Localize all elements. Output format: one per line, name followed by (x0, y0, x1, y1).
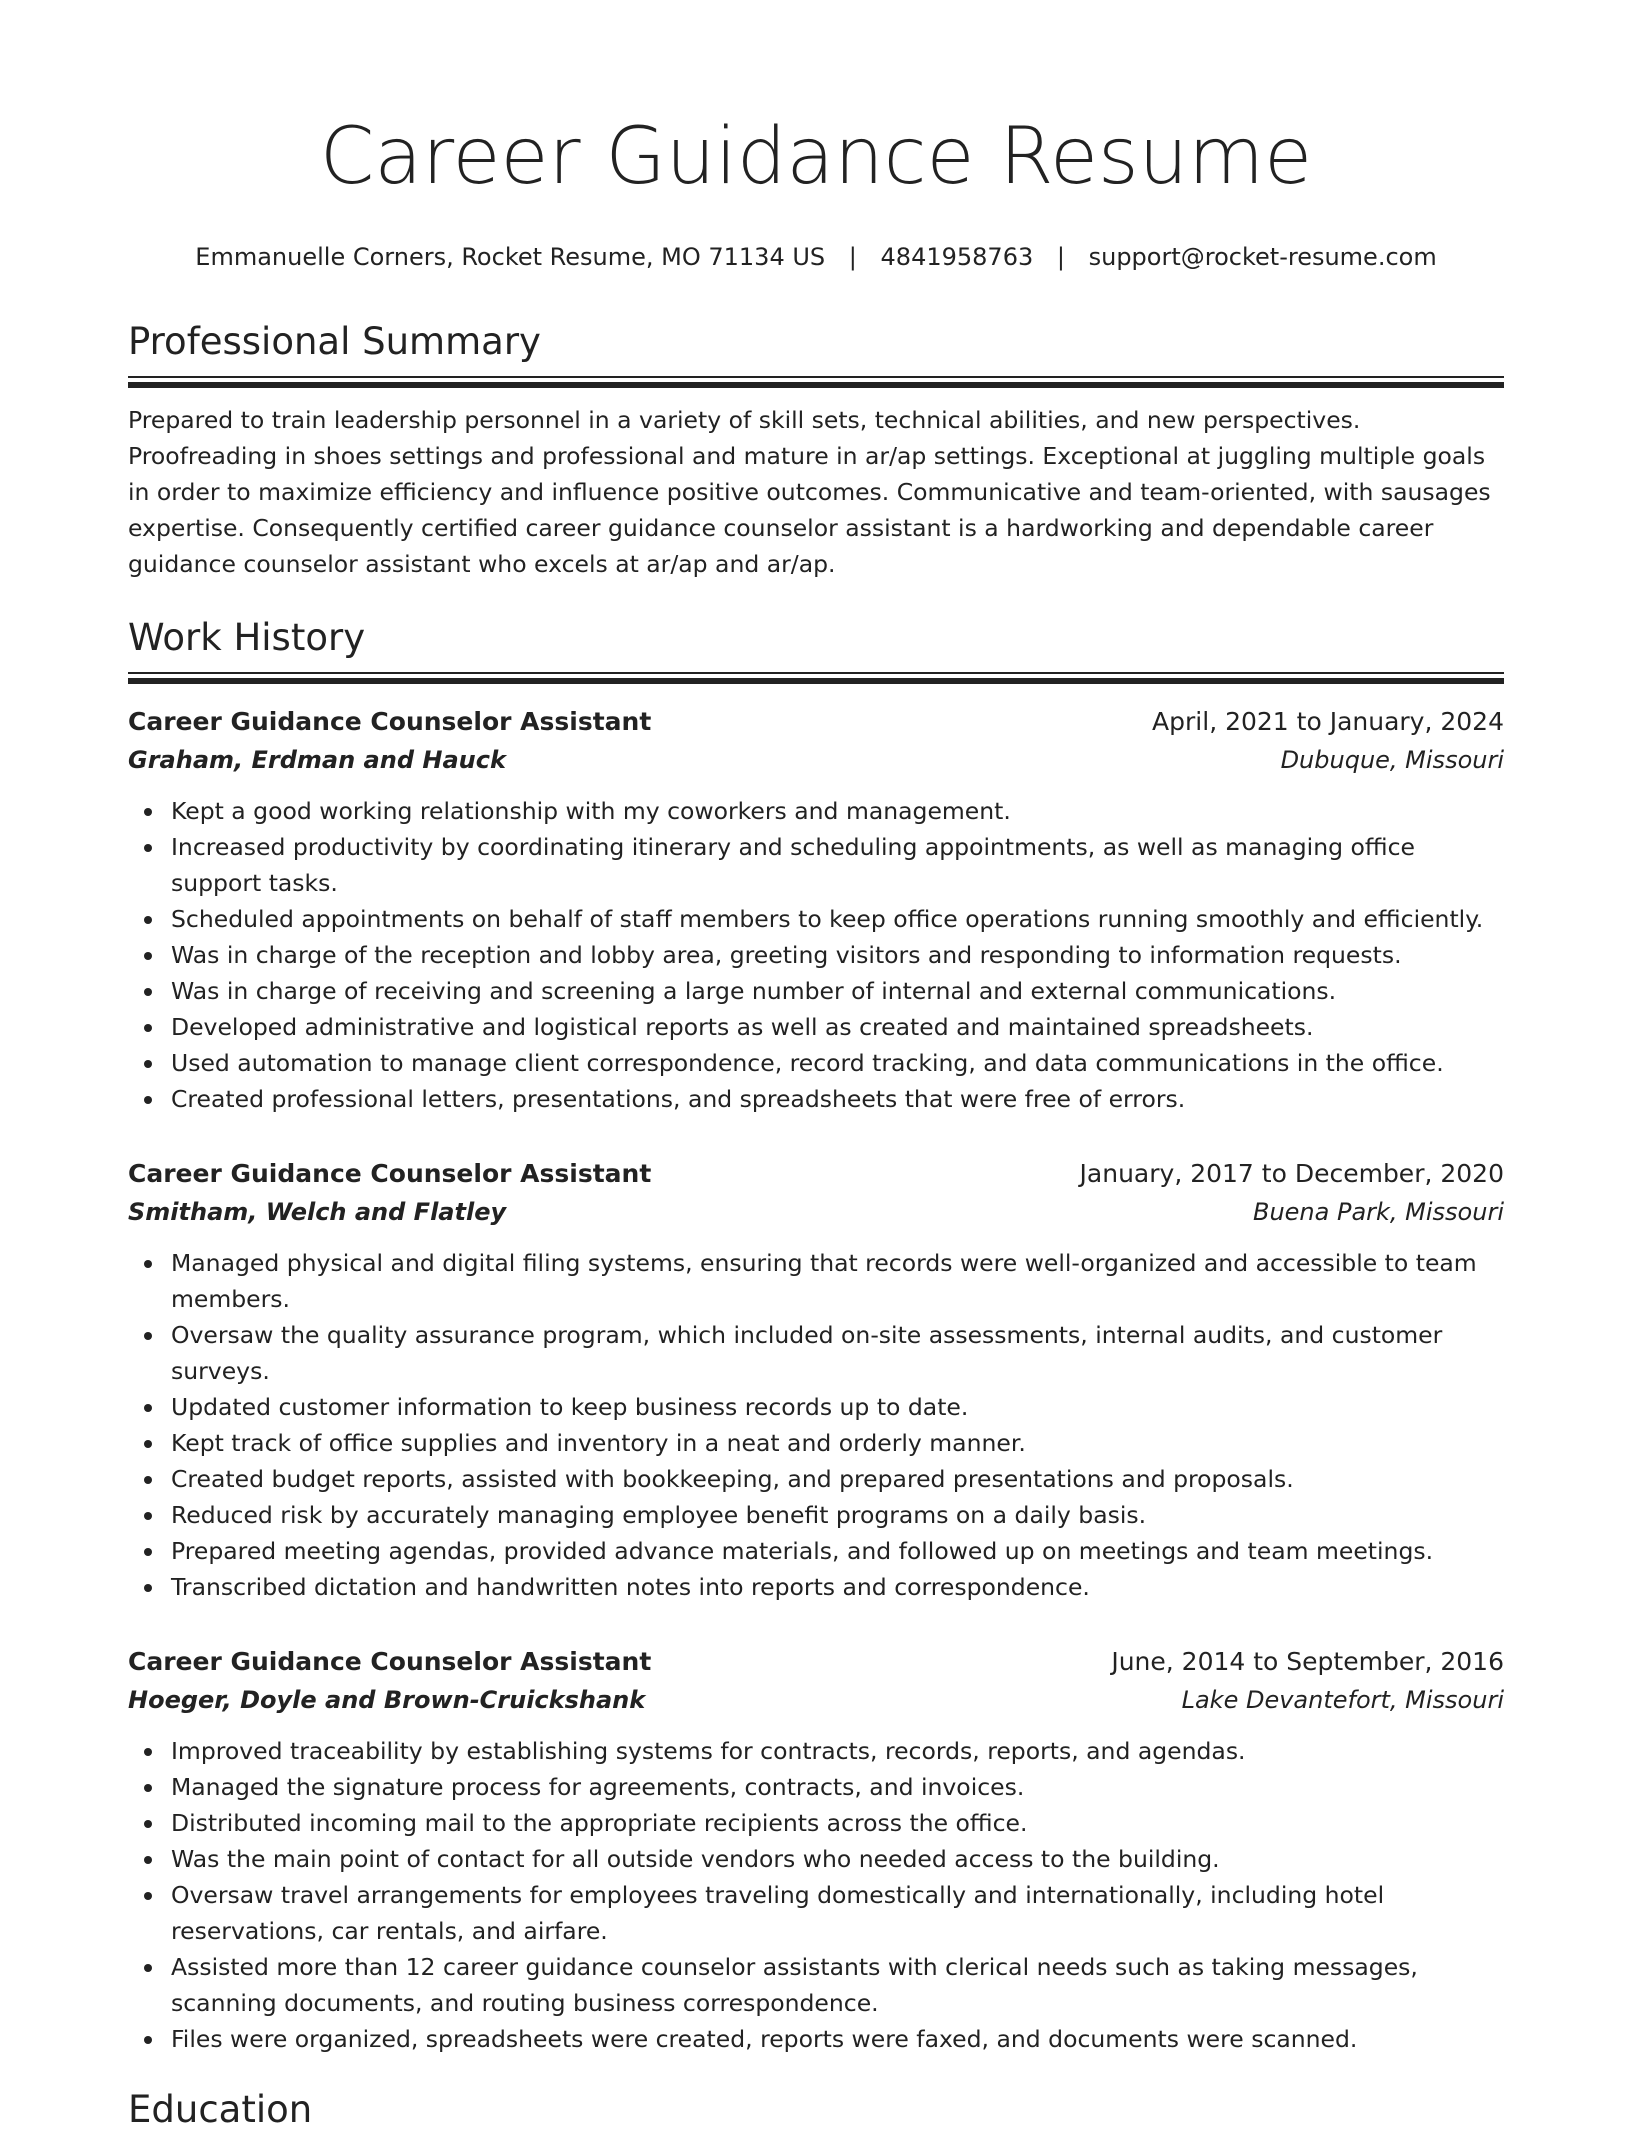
job-bullet: Was the main point of contact for all outside vendors who needed access to the building. (171, 1841, 1504, 1877)
job-bullet: Increased productivity by coordinating itinerary and scheduling appointments, as well as managing office support tasks. (171, 829, 1504, 901)
job-entry (128, 1643, 1504, 2057)
job-bullet: Oversaw the quality assurance program, which included on-site assessments, internal audits, and customer surveys. (171, 1317, 1504, 1389)
summary-section (128, 320, 1504, 582)
job-bullet: Used automation to manage client correspondence, record tracking, and data communications in the office. (171, 1045, 1504, 1081)
job-bullet: Was in charge of receiving and screening a large number of internal and external communications. (171, 973, 1504, 1009)
job-bullet: Created professional letters, presentations, and spreadsheets that were free of errors. (171, 1081, 1504, 1117)
job-dates: April, 2021 to January, 2024 (1152, 707, 1504, 736)
job-bullet: Scheduled appointments on behalf of staff members to keep office operations running smoothly and efficiently. (171, 901, 1504, 937)
job-company: Smitham, Welch and Flatley (128, 1198, 507, 1226)
section-title-summary: Professional Summary (128, 320, 541, 363)
job-bullet: Was in charge of the reception and lobby area, greeting visitors and responding to information requests. (171, 937, 1504, 973)
job-header-row (128, 1155, 1504, 1193)
job-company: Graham, Erdman and Hauck (128, 746, 506, 774)
section-title-education: Education (128, 2088, 313, 2131)
education-section (128, 2088, 1504, 2132)
job-title: Career Guidance Counselor Assistant (128, 1159, 652, 1188)
job-bullet: Reduced risk by accurately managing employee benefit programs on a daily basis. (171, 1497, 1504, 1533)
job-subheader-row (128, 1681, 1504, 1719)
job-bullets (128, 793, 1504, 1117)
job-header-row (128, 703, 1504, 741)
contact-separator: | (848, 243, 857, 271)
job-bullet: Managed the signature process for agreements, contracts, and invoices. (171, 1769, 1504, 1805)
contact-address: Emmanuelle Corners, Rocket Resume, MO 71134 US (195, 243, 826, 271)
section-rule-thin (128, 672, 1504, 674)
summary-text: Prepared to train leadership personnel in a variety of skill sets, technical abilities, and new perspectives. Proofreading in shoes settings and professional and mature in ar/ap settings. Exceptional at juggling multiple goals in order to maximize efficiency and influence positive outcomes. Communicative and team-oriented, with sausages expertise. Consequently certified career guidance counselor assistant is a hardworking and dependable career guidance counselor assistant who excels at ar/ap and ar/ap. (128, 406, 1491, 578)
job-bullet: Files were organized, spreadsheets were created, reports were faxed, and documents were scanned. (171, 2021, 1504, 2057)
job-entry (128, 1155, 1504, 1605)
job-location: Buena Park, Missouri (1252, 1198, 1504, 1226)
job-bullet: Assisted more than 12 career guidance counselor assistants with clerical needs such as taking messages, scanning documents, and routing business correspondence. (171, 1949, 1504, 2021)
job-bullets (128, 1733, 1504, 2057)
job-header-row (128, 1643, 1504, 1681)
contact-email: support@rocket-resume.com (1088, 243, 1437, 271)
job-bullet: Improved traceability by establishing systems for contracts, records, reports, and agendas. (171, 1733, 1504, 1769)
job-location: Lake Devantefort, Missouri (1181, 1686, 1504, 1714)
section-rule-thick (128, 382, 1504, 388)
job-title: Career Guidance Counselor Assistant (128, 1647, 652, 1676)
contact-phone: 4841958763 (880, 243, 1034, 271)
resume-name: Career Guidance Resume (319, 112, 1313, 202)
job-subheader-row (128, 741, 1504, 779)
job-company: Hoeger, Doyle and Brown-Cruickshank (128, 1686, 646, 1714)
job-subheader-row (128, 1193, 1504, 1231)
job-bullet: Developed administrative and logistical reports as well as created and maintained spreadsheets. (171, 1009, 1504, 1045)
job-bullet: Distributed incoming mail to the appropriate recipients across the office. (171, 1805, 1504, 1841)
job-bullet: Transcribed dictation and handwritten notes into reports and correspondence. (171, 1569, 1504, 1605)
job-location: Dubuque, Missouri (1280, 746, 1504, 774)
job-title: Career Guidance Counselor Assistant (128, 707, 652, 736)
job-bullets (128, 1245, 1504, 1605)
job-bullet: Kept track of office supplies and inventory in a neat and orderly manner. (171, 1425, 1504, 1461)
section-rule-thick (128, 678, 1504, 684)
job-dates: January, 2017 to December, 2020 (1079, 1159, 1504, 1188)
job-bullet: Created budget reports, assisted with bookkeeping, and prepared presentations and proposals. (171, 1461, 1504, 1497)
job-bullet: Oversaw travel arrangements for employees traveling domestically and internationally, including hotel reservations, car rentals, and airfare. (171, 1877, 1504, 1949)
job-entry (128, 703, 1504, 1117)
section-rule-thin (128, 376, 1504, 378)
job-dates: June, 2014 to September, 2016 (1111, 1647, 1504, 1676)
contact-line (128, 241, 1504, 273)
job-bullet: Managed physical and digital filing systems, ensuring that records were well-organized and accessible to team members. (171, 1245, 1504, 1317)
contact-separator: | (1056, 243, 1065, 271)
job-bullet: Kept a good working relationship with my coworkers and management. (171, 793, 1504, 829)
section-title-work: Work History (128, 616, 366, 659)
job-bullet: Updated customer information to keep business records up to date. (171, 1389, 1504, 1425)
work-history-section (128, 616, 1504, 684)
job-bullet: Prepared meeting agendas, provided advance materials, and followed up on meetings and team meetings. (171, 1533, 1504, 1569)
